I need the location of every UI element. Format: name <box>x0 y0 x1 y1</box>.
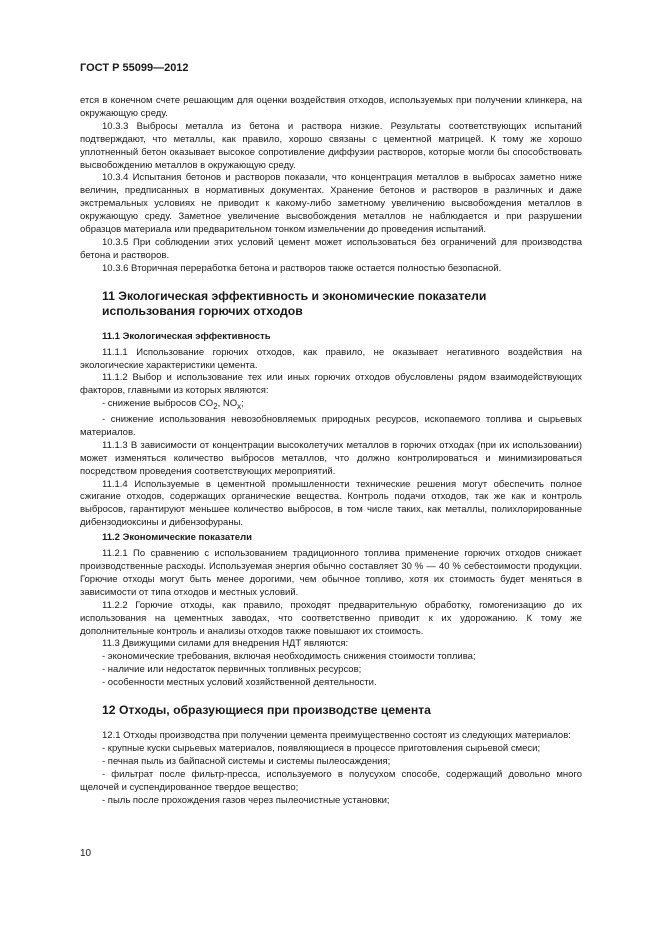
paragraph-12-1: 12.1 Отходы производства при получении цемента преимущественно состоят из следующих материалов: <box>102 730 571 742</box>
document-header: ГОСТ Р 55099—2012 <box>80 62 189 74</box>
paragraph-10-3-5: 10.3.5 При соблюдении этих условий цемент может использоваться без ограничений для производства бетона и растворов. <box>80 236 582 261</box>
section-12-heading: 12 Отходы, образующиеся при производстве цемента <box>102 703 431 718</box>
list-item-local: - особенности местных условий хозяйственной деятельности. <box>102 677 377 689</box>
subscript: 2 <box>213 402 218 412</box>
document-body <box>80 95 582 807</box>
paragraph-11-2-2: 11.2.2 Горючие отходы, как правило, проходят предварительную обработку, гомогенизацию до их использования на цементных заводах, что соответственно приводит к их удорожанию. К тому же дополнительные контроль и анализы отходов также повышают их стоимость. <box>80 599 582 637</box>
list-item-filtrate: - фильтрат после фильтр-пресса, используемого в полусухом способе, содержащий довольно много щелочей и суспендированное твердое вещество; <box>80 768 582 793</box>
list-text: ; <box>241 398 244 410</box>
subsection-11-2-heading: 11.2 Экономические показатели <box>102 532 252 544</box>
paragraph-11-1-4: 11.1.4 Используемые в цементной промышленности технические решения могут обеспечить полное сжигание отходов, содержащих органические вещества. Контроль подачи отходов, так же как и контроль выбросов, гарантируют меньшее количество выбросов, в том числе таких, как металлы, полихлорированные дибензодиоксины и дибензофураны. <box>80 478 582 529</box>
subscript: x <box>237 402 242 412</box>
page-number: 10 <box>80 848 92 859</box>
paragraph-11-1-3: 11.1.3 В зависимости от концентрации высоколетучих металлов в горючих отходах (при их использовании) может изменяться количество выбросов металлов, что должно контролироваться и минимизироваться посредством проведения соответствующих мероприятий. <box>80 439 582 477</box>
list-text: - снижение выбросов CO <box>102 398 214 410</box>
list-item-kiln-dust: - печная пыль из байпасной системы и системы пылеосаждения; <box>102 755 391 767</box>
list-item-fuel: - наличие или недостаток первичных топливных ресурсов; <box>102 664 362 676</box>
paragraph-11-1-2: 11.1.2 Выбор и использование тех или иных горючих отходов обусловлены рядом взаимодействующих факторов, главными из которых являются: <box>80 372 582 397</box>
list-item-gas-dust: - пыль после прохождения газов через пылеочистные установки; <box>102 794 390 806</box>
paragraph-10-3-6: 10.3.6 Вторичная переработка бетона и растворов также остается полностью безопасной. <box>102 262 502 274</box>
list-item-economic: - экономические требования, включая необходимость снижения стоимости топлива; <box>102 651 476 663</box>
subsection-11-1-heading: 11.1 Экологическая эффективность <box>102 330 271 342</box>
list-item-co2-nox <box>80 398 582 414</box>
list-item-chunks: - крупные куски сырьевых материалов, появляющиеся в процессе приготовления сырьевой смеси; <box>102 742 541 754</box>
paragraph-10-3-4: 10.3.4 Испытания бетонов и растворов показали, что концентрация металлов в выбросах заметно ниже величин, предписанных в нормативных документах. Хранение бетонов и растворов в различных и даже экстремальных условиях не приводит к какому-либо заметному увеличению высвобождения металлов в окружающую среду. Заметное увеличение высвобождения металлов не наблюдается и при разрушении образцов материала или предварительном тонком измельчении до проведения испытаний. <box>80 172 582 236</box>
paragraph: ется в конечном счете решающим для оценки воздействия отходов, используемых при получении клинкера, на окружающую среду. <box>80 95 582 119</box>
paragraph-11-3: 11.3 Движущими силами для внедрения НДТ являются: <box>102 638 349 650</box>
list-item-resources: - снижение использования невозобновляемых природных ресурсов, ископаемого топлива и сырьевых материалов. <box>80 414 582 438</box>
section-11-heading: 11 Экологическая эффективность и экономические показатели использования горючих отходов <box>102 288 487 318</box>
list-text: , NO <box>217 398 238 410</box>
paragraph-11-2-1: 11.2.1 По сравнению с использованием традиционного топлива применение горючих отходов снижает производственные расходы. Используемая энергия обычно составляет 30 % — 40 % себестоимости продукции. Горючие отходы могут быть менее дорогими, чем обычное топливо, хотя их стоимость будет меняться в зависимости от типа отходов и местных условий. <box>80 548 582 598</box>
paragraph-10-3-3: 10.3.3 Выбросы металла из бетона и раствора низкие. Результаты соответствующих испытаний подтверждают, что металлы, как правило, хорошо связаны с цементной матрицей. К тому же хорошо уплотненный бетон оказывает высокое сопротивление диффузии растворов, которые могли бы способствовать высвобождению металлов в окружающую среду. <box>80 120 582 171</box>
paragraph-11-1-1: 11.1.1 Использование горючих отходов, как правило, не оказывает негативного воздействия на экологические характеристики цемента. <box>80 346 582 371</box>
